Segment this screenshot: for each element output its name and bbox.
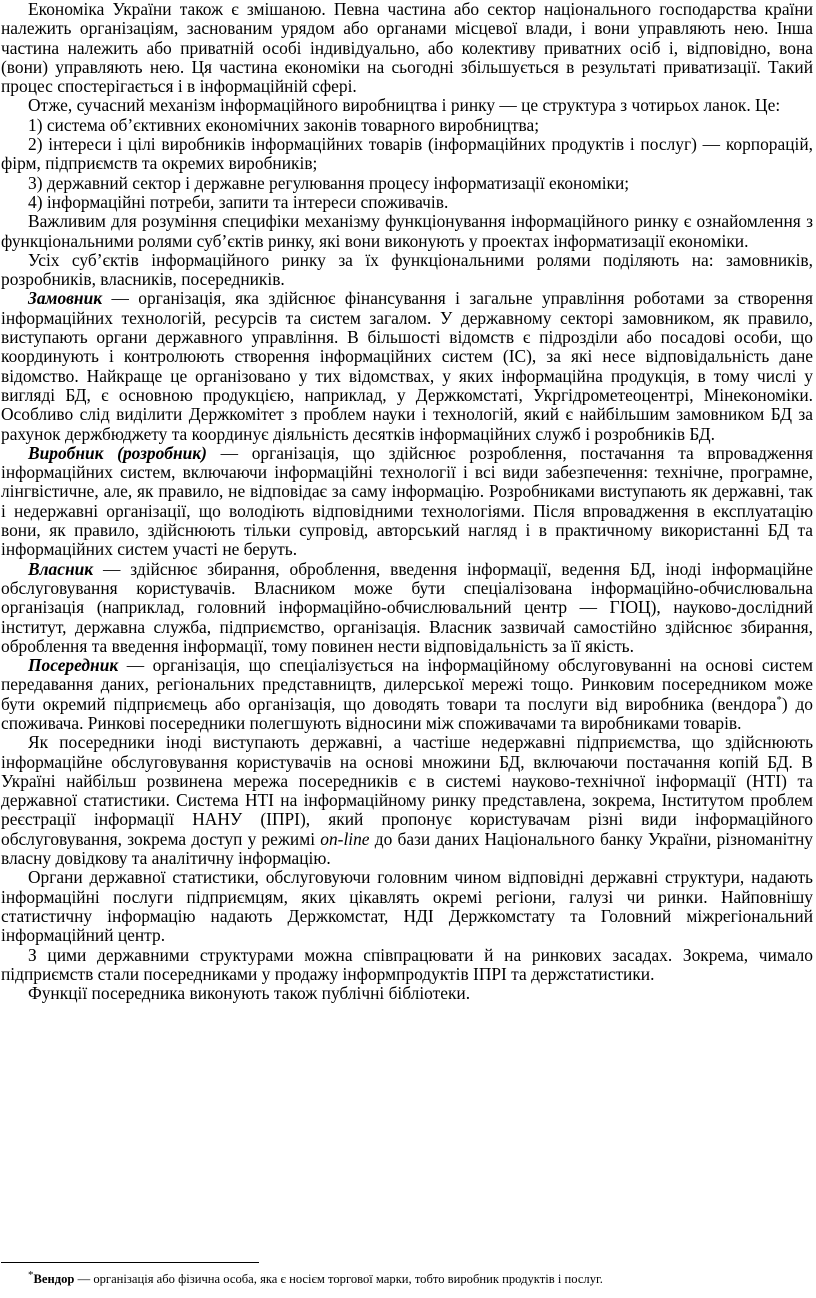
paragraph [1,174,813,193]
paragraph-text: Функції посередника виконують також публічні бібліотеки. [28,983,471,1004]
footnote-reference: * [776,693,782,706]
paragraph-text: Усіх суб’єктів інформаційного ринку за їх функціональними ролями поділяють на: замовників, розробників, власників, посередників. [1,249,813,290]
paragraph [1,868,813,945]
paragraph-text: Економіка України також є змішаною. Певна частина або сектор національного господарства країни належить організаціям, засновaним урядом або органами місцевої влади, і вони управляють нею. Інша частина належить або приватній особі індивідуально, або колективу приватних осіб і, відповідно, вона (вони) управляють нею. Ця частина економіки на сьогодні збільшується в результаті приватизації. Такий процес спостерігається і в інформаційній сфері. [1,0,813,97]
paragraph [1,251,813,290]
footnote [1,1268,813,1287]
paragraph [1,733,813,868]
italic-text: on-line [320,828,370,849]
defined-term: Посередник [28,655,119,676]
footnote-text: — організація або фізична особа, яка є носієм торгової марки, тобто виробник продуктів і послуг. [74,1272,603,1286]
paragraph [1,96,813,115]
paragraph [1,116,813,135]
paragraph [1,444,813,560]
paragraph-text: — організація, що здійснює розроблення, постачання та впровадження інформаційних систем, включаючи інформаційні технології і всі види забезпечення: технічне, програмне, лінгвістичне, але, як правило, не відповідає за саму інформацію. Розробниками виступають як державні, так і недержавні організації, що володіють відповідними технологіями. Після впровадження в експлуатацію вони, як правило, здійснюють тільки супровід, авторський нагляд і в практичному використанні БД та інформаційних систем участі не беруть. [1,442,813,560]
paragraph-text: — здійснює збирання, оброблення, введення інформації, ведення БД, іноді інформаційне обслуговування користувачів. Власником може бути спеціалізована інформаційно-обчислювальна організація (наприклад, головний інформаційно-обчислювальний центр — ГІОЦ), науково-дослідний інститут, державна служба, підприємство, організація. Власник зазвичай самостійно здійснює збирання, оброблення та введення інформації, тому повинен нести відповідальність за її якість. [1,558,813,656]
paragraph-text: Як посередники іноді виступають державні, а частіше недержавні підприємства, що здійснюють інформаційне обслуговування користувачів на основі множини БД, включаючи постачання копій БД. В Україні найбільш розвинена мережа посередників є в системі науково-технічної інформації (НТІ) та державної статистики. Система НТІ на інформаційному ринку представлена, зокрема, Інститутом проблем реєстрації інформації НАНУ (ІПРІ), який пропонує користувачам різні види інформаційного обслуговування, зокрема доступ у режимі [1,732,813,849]
paragraph [1,289,813,443]
footnote-marker: * [28,1268,34,1281]
paragraph [1,560,813,656]
paragraph [1,135,813,174]
paragraph-text: Важливим для розуміння специфіки механізму функціонування інформаційного ринку є ознайомлення з функціональними ролями суб’єктів ринку, які вони виконують у проектах інформатизації економіки. [1,211,813,251]
document-body [1,0,813,1003]
paragraph [1,984,813,1003]
paragraph-text: З цими державними структурами можна співпрацювати й на ринкових засадах. Зокрема, чимало підприємств стали посередниками у продажу інформпродуктів ІПРІ та держстатистики. [1,944,813,984]
paragraph [1,193,813,212]
document-page [1,0,814,1286]
paragraph-text: — організація, що спеціалізується на інформаційному обслуговуванні на основі систем передавання даних, регіональних представництв, дилерської мережі тощо. Ринковим посередником може бути окремий підприємець або організація, що доводять товари та послуги від виробника (вендора [1,655,813,714]
footnote-separator [1,1262,259,1263]
paragraph [1,656,813,733]
paragraph-text: ) до споживача. Ринкові посередники полегшують відносини між споживачами та виробниками товарів. [1,693,814,733]
paragraph-text: 4) інформаційні потреби, запити та інтереси споживачів. [28,191,449,212]
paragraph-text: 2) інтереси і цілі виробників інформаційних товарів (інформаційних продуктів і послуг) — корпорацій, фірм, підприємств та окремих виробників; [1,134,813,174]
defined-term: Замовник [28,288,103,309]
paragraph-text: Отже, сучасний механізм інформаційного виробництва і ринку — це структура з чотирьох ланок. Це: [28,95,781,116]
paragraph-text: до бази даних Національного банку України, різноманітну власну довідкову та аналітичну інформацію. [1,828,813,869]
paragraph-text: 1) система об’єктивних економічних законів товарного виробництва; [28,114,540,135]
paragraph [1,946,813,985]
footnote-term: Вендор [33,1272,75,1286]
paragraph [1,0,813,96]
paragraph [1,212,813,251]
paragraph-text: Органи державної статистики, обслуговуючи головним чином відповідні державні структури, надають інформаційні послуги підприємцям, яких цікавлять окремі регіони, галузі чи ринки. Найповнішу статистичну інформацію надають Держкомстат, НДІ Держкомстату та Головний міжрегіональний інформаційний центр. [1,867,813,946]
paragraph-text: 3) державний сектор і державне регулювання процесу інформатизації економіки; [28,172,630,193]
paragraph-text: — організація, яка здійснює фінансування і загальне управління роботами за створення інформаційних технологій, ресурсів та систем загалом. У державному секторі замовником, як правило, виступають органи державного управління. В більшості відомств є підрозділи або посадові особи, що координують і контролюють створення інформаційних систем (ІС), за які несе відповідальність дане відомство. Найкраще це організовано у тих відомствах, у яких інформаційна продукція, в тому числі у вигляді БД, є основною продукцією, наприклад, у Держкомстаті, Укргідрометеоцентрі, Мінекономіки. Особливо слід виділити Держкомітет з проблем науки і технологій, який є найбільшим замовником БД за рахунок держбюджету та координує діяльність десятків інформаційних служб і розробників БД. [1,288,813,444]
defined-term: Виробник (розробник) [28,442,207,463]
defined-term: Власник [28,558,94,579]
